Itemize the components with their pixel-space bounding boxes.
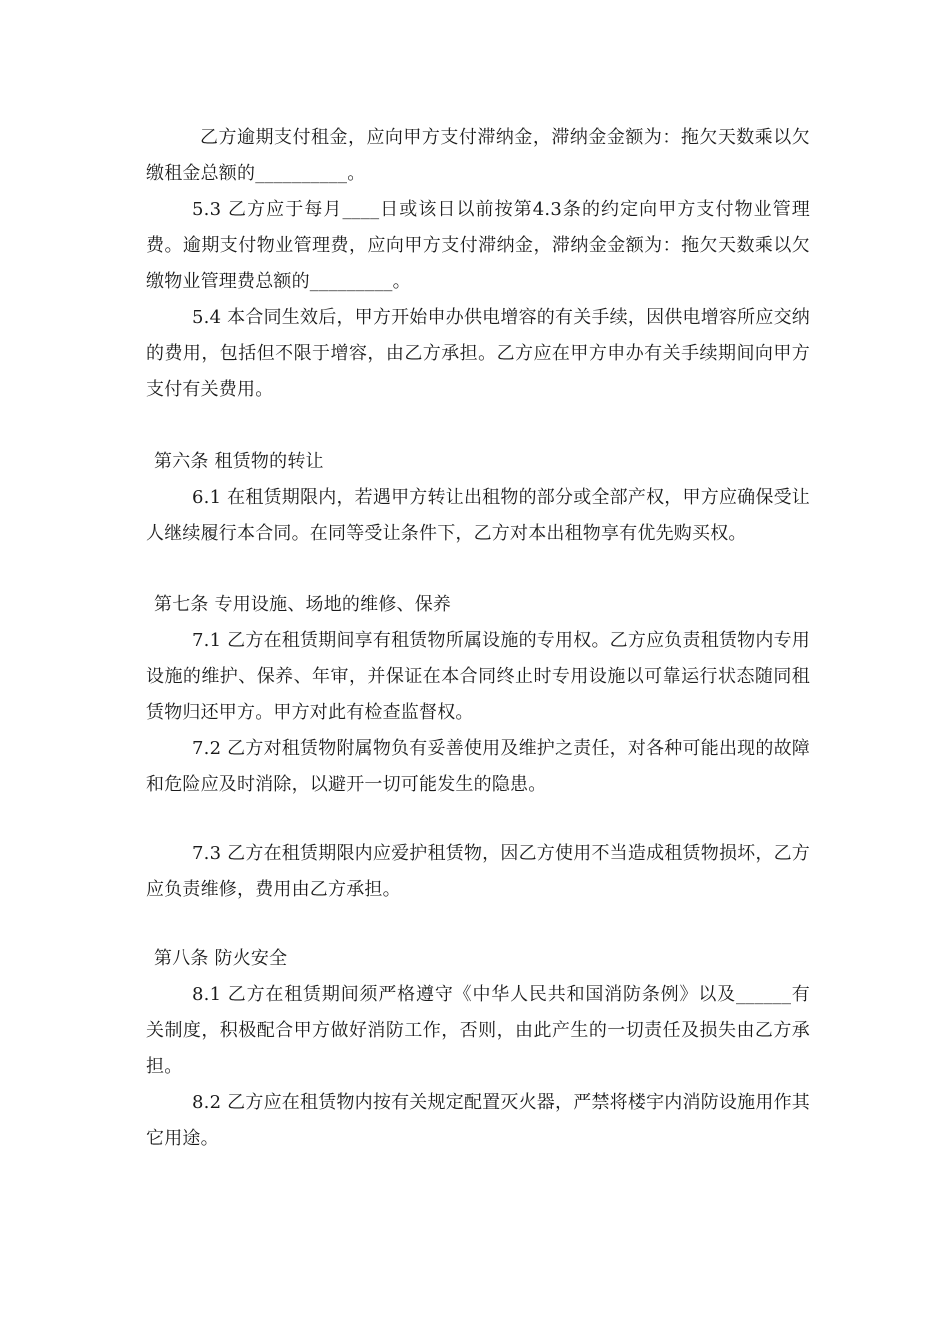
paragraph-5-3: 5.3 乙方应于每月____日或该日以前按第4.3条的约定向甲方支付物业管理费。逾期支付物业管理费，应向甲方支付滞纳金，滞纳金金额为：拖欠天数乘以欠缴物业管理费总额的_________。 (146, 199, 810, 292)
clause-6 (146, 444, 810, 552)
clause-7-heading: 第七条 专用设施、场地的维修、保养 (154, 594, 452, 615)
clause-8 (146, 941, 810, 1157)
clause-6-heading: 第六条 租赁物的转让 (154, 451, 324, 472)
clause-7 (146, 587, 810, 803)
clause-5-continued (146, 120, 810, 408)
paragraph-7-1: 7.1 乙方在租赁期间享有租赁物所属设施的专用权。乙方应负责租赁物内专用设施的维护、保养、年审，并保证在本合同终止时专用设施以可靠运行状态随同租赁物归还甲方。甲方对此有检查监督权。 (146, 630, 810, 723)
clause-8-heading: 第八条 防火安全 (154, 948, 288, 969)
paragraph-6-1: 6.1 在租赁期限内，若遇甲方转让出租物的部分或全部产权，甲方应确保受让人继续履行本合同。在同等受让条件下，乙方对本出租物享有优先购买权。 (146, 487, 810, 544)
paragraph-8-2: 8.2 乙方应在租赁物内按有关规定配置灭火器，严禁将楼宇内消防设施用作其它用途。 (146, 1092, 810, 1149)
paragraph-8-1: 8.1 乙方在租赁期间须严格遵守《中华人民共和国消防条例》以及______有关制度，积极配合甲方做好消防工作，否则，由此产生的一切责任及损失由乙方承担。 (146, 984, 810, 1077)
paragraph-7-2: 7.2 乙方对租赁物附属物负有妥善使用及维护之责任，对各种可能出现的故障和危险应及时消除，以避开一切可能发生的隐患。 (146, 738, 810, 795)
paragraph-5-4: 5.4 本合同生效后，甲方开始申办供电增容的有关手续，因供电增容所应交纳的费用，包括但不限于增容，由乙方承担。乙方应在甲方申办有关手续期间向甲方支付有关费用。 (146, 307, 810, 400)
clause-7-3-block (146, 836, 810, 908)
paragraph-7-3: 7.3 乙方在租赁期限内应爱护租赁物，因乙方使用不当造成租赁物损坏，乙方应负责维修，费用由乙方承担。 (146, 843, 810, 900)
paragraph-late-rent-penalty: 乙方逾期支付租金，应向甲方支付滞纳金，滞纳金金额为：拖欠天数乘以欠缴租金总额的__________。 (146, 127, 810, 184)
